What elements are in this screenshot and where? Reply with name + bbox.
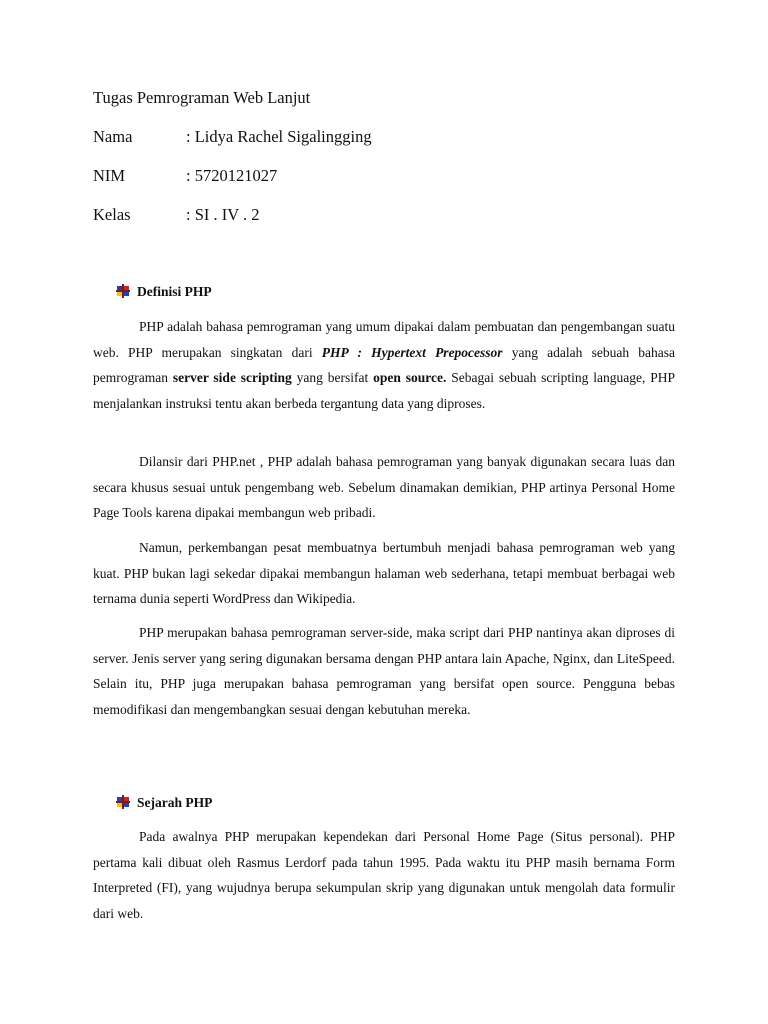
paragraph: PHP merupakan bahasa pemrograman server-side, maka script dari PHP nantinya akan diproses di server. Jenis server yang sering digunakan bersama dengan PHP antara lain Apache, Nginx, dan LiteSpeed. Selain itu, PHP juga merupakan bahasa pemrograman yang bersifat open source. Pengguna bebas memodifikasi dan mengembangkan sesuai dengan kebutuhan mereka.: [93, 625, 675, 717]
paragraph: Dilansir dari PHP.net , PHP adalah bahasa pemrograman yang banyak digunakan secara luas dan secara khusus sesuai untuk pengembang web. Sebelum dinamakan demikian, PHP artinya Personal Home Page Tools karena dipakai membangun web pribadi.: [93, 454, 675, 521]
document-title-text: Tugas Pemrograman Web Lanjut: [93, 88, 311, 107]
paragraph: [93, 314, 675, 416]
paragraph-bold: open source.: [373, 370, 447, 386]
header-row-kelas: [93, 205, 260, 225]
header-value: : SI . IV . 2: [186, 205, 260, 224]
header-value: : Lidya Rachel Sigalingging: [186, 127, 372, 146]
flag-bullet-icon: [116, 795, 130, 809]
section-heading-definisi: [116, 283, 212, 301]
paragraph-text: Sebagai sebuah scripting language, PHP menjalankan instruksi tentu akan berbeda tergantung data yang diproses.: [93, 370, 676, 411]
flag-bullet-icon: [116, 284, 130, 298]
paragraph-emphasis: PHP : Hypertext Prepocessor: [321, 344, 503, 360]
header-label: NIM: [93, 166, 126, 185]
section-heading-text: Sejarah PHP: [137, 795, 213, 810]
document-title: [93, 88, 310, 108]
paragraph-text: yang bersifat: [291, 370, 374, 386]
paragraph: Pada awalnya PHP merupakan kependekan dari Personal Home Page (Situs personal). PHP pertama kali dibuat oleh Rasmus Lerdorf pada tahun 1995. Pada waktu itu PHP masih bernama Form Interpreted (FI), yang wujudnya berupa sekumpulan skrip yang digunakan untuk mengolah data formulir dari web.: [93, 829, 675, 921]
paragraph-text: yang adalah sebuah bahasa pemrograman: [93, 344, 675, 386]
section-heading-text: Definisi PHP: [137, 284, 212, 299]
header-row-nim: [93, 166, 277, 186]
header-label: Kelas: [93, 205, 131, 224]
paragraph: Namun, perkembangan pesat membuatnya bertumbuh menjadi bahasa pemrograman web yang kuat. PHP bukan lagi sekedar dipakai membangun halaman web sederhana, tetapi membuat berbagai web ternama dunia seperti WordPress dan Wikipedia.: [93, 540, 675, 607]
header-row-nama: [93, 127, 372, 147]
header-value: : 5720121027: [186, 166, 278, 185]
header-label: Nama: [93, 127, 133, 146]
paragraph-bold: server side scripting: [172, 370, 292, 386]
paragraph-text: PHP adalah bahasa pemrograman yang umum dipakai dalam pembuatan dan pengembangan suatu web. PHP merupakan singkatan dari: [93, 319, 675, 360]
section-heading-sejarah: [116, 794, 212, 812]
